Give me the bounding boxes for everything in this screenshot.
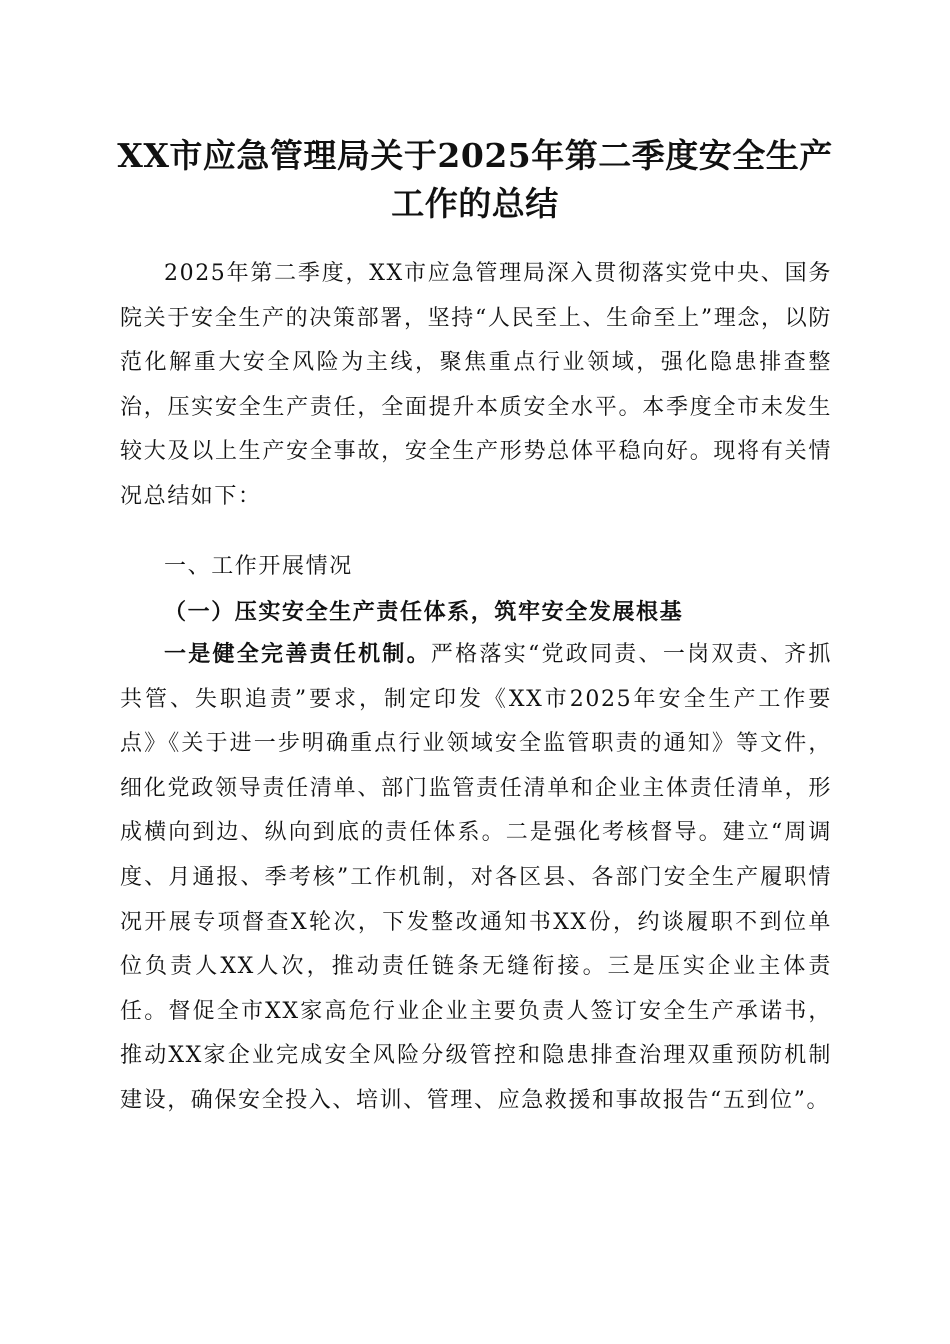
paragraph-lead: 一是健全完善责任机制。 xyxy=(164,641,431,667)
section-heading: 一、工作开展情况 xyxy=(164,554,353,579)
section-heading-block xyxy=(120,545,832,590)
detail-paragraph xyxy=(120,632,832,1124)
paragraph-body: 严格落实“党政同责、一岗双责、齐抓共管、失职追责”要求，制定印发《XX市2025年安全生产工作要点》《关于进一步明确重点行业领域安全监管职责的通知》等文件，细化党政领导责任清单、部门监管责任清单和企业主体责任清单，形成横向到边、纵向到底的责任体系。二是强化考核督导。建立“周调度、月通报、季考核”工作机制，对各区县、各部门安全生产履职情况开展专项督查X轮次，下发整改通知书XX份，约谈履职不到位单位负责人XX人次，推动责任链条无缝衔接。三是压实企业主体责任。督促全市XX家高危行业企业主要负责人签订安全生产承诺书，推动XX家企业完成安全风险分级管控和隐患排查治理双重预防机制建设，确保安全投入、培训、管理、应急救援和事故报告“五到位”。 xyxy=(120,642,832,1113)
detail-block xyxy=(120,632,832,1124)
subsection-heading: （一）压实安全生产责任体系，筑牢安全发展根基 xyxy=(164,599,684,625)
subsection-heading-block xyxy=(120,590,832,635)
intro-paragraph: 2025年第二季度，XX市应急管理局深入贯彻落实党中央、国务院关于安全生产的决策部署，坚持“人民至上、生命至上”理念，以防范化解重大安全风险为主线，聚焦重点行业领域，强化隐患排查整治，压实安全生产责任，全面提升本质安全水平。本季度全市未发生较大及以上生产安全事故，安全生产形势总体平稳向好。现将有关情况总结如下： xyxy=(120,261,832,509)
intro-block xyxy=(120,252,832,520)
document-title: XX市应急管理局关于2025年第二季度安全生产工作的总结 xyxy=(117,136,833,223)
